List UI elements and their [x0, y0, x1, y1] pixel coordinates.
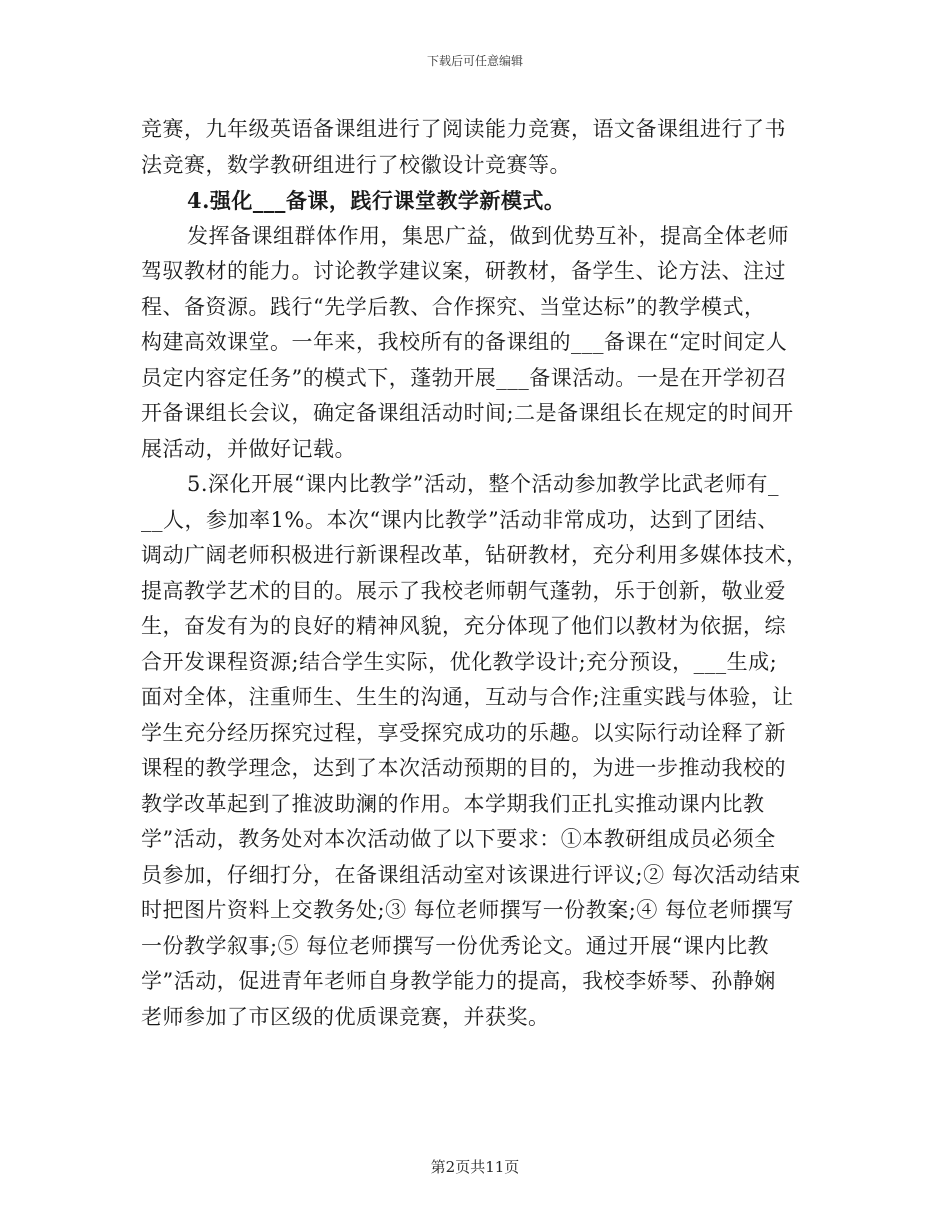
page-number: 第2页共11页 — [430, 1158, 520, 1176]
text-line: 合开发课程资源;结合学生实际，优化教学设计;充分预设，___生成; — [141, 649, 778, 674]
text-line: 程、备资源。践行“先学后教、合作探究、当堂达标”的教学模式， — [141, 294, 766, 319]
text-line: 开备课组长会议，确定备课组活动时间;二是备课组长在规定的时间开 — [141, 401, 794, 425]
text-line: 员定内容定任务”的模式下，蓬勃开展___备课活动。一是在开学初召 — [141, 365, 788, 390]
paragraph-start-line: 发挥备课组群体作用，集思广益，做到优势互补，提高全体老师 — [187, 223, 789, 248]
text-line: 时把图片资料上交教务处;③ 每位老师撰写一份教案;④ 每位老师撰写 — [141, 898, 794, 922]
text-line: 学”活动，促进青年老师自身教学能力的提高，我校李娇琴、孙静娴 — [141, 969, 776, 993]
text-line: 调动广阔老师积极进行新课程改革，钻研教材，充分利用多媒体技术， — [141, 543, 808, 567]
text-line: 学”活动，教务处对本次活动做了以下要求：①本教研组成员必须全 — [141, 827, 776, 851]
text-line: 课程的教学理念，达到了本次活动预期的目的，为进一步推动我校的 — [141, 756, 786, 780]
text-line: 老师参加了市区级的优质课竞赛，并获奖。 — [141, 1004, 550, 1029]
text-line: 教学改革起到了推波助澜的作用。本学期我们正扎实推动课内比教 — [141, 791, 765, 816]
text-line: 展活动，并做好记载。 — [141, 436, 356, 461]
text-line: 学生充分经历探究过程，享受探究成功的乐趣。以实际行动诠释了新 — [141, 720, 786, 745]
text-line: 生，奋发有为的良好的精神风貌，充分体现了他们以教材为依据，综 — [141, 614, 786, 638]
text-line: 面对全体，注重师生、生生的沟通，互动与合作;注重实践与体验，让 — [141, 685, 794, 709]
text-line: 提高教学艺术的目的。展示了我校老师朝气蓬勃，乐于创新，敬业爱 — [141, 578, 786, 603]
text-line: 构建高效课堂。一年来，我校所有的备课组的___备课在“定时间定人 — [141, 330, 788, 354]
document-body — [141, 112, 813, 1035]
text-line: 员参加，仔细打分，在备课组活动室对该课进行评议;② 每次活动结束 — [141, 862, 801, 887]
paragraph-start-line: 5.深化开展“课内比教学”活动，整个活动参加教学比武老师有_ — [187, 472, 780, 496]
section-heading: 4.强化___备课，践行课堂教学新模式。 — [187, 188, 566, 213]
text-line: 一份教学叙事;⑤ 每位老师撰写一份优秀论文。通过开展“课内比教 — [141, 933, 769, 958]
text-line: __人，参加率1%。本次“课内比教学”活动非常成功，达到了团结、 — [141, 507, 779, 532]
text-line: 竞赛，九年级英语备课组进行了阅读能力竞赛，语文备课组进行了书 — [141, 117, 786, 141]
text-line: 法竞赛，数学教研组进行了校徽设计竞赛等。 — [141, 152, 571, 177]
text-line: 驾驭教材的能力。讨论教学建议案，研教材，备学生、论方法、注过 — [141, 259, 786, 283]
page-header: 下载后可任意编辑 — [426, 54, 523, 68]
